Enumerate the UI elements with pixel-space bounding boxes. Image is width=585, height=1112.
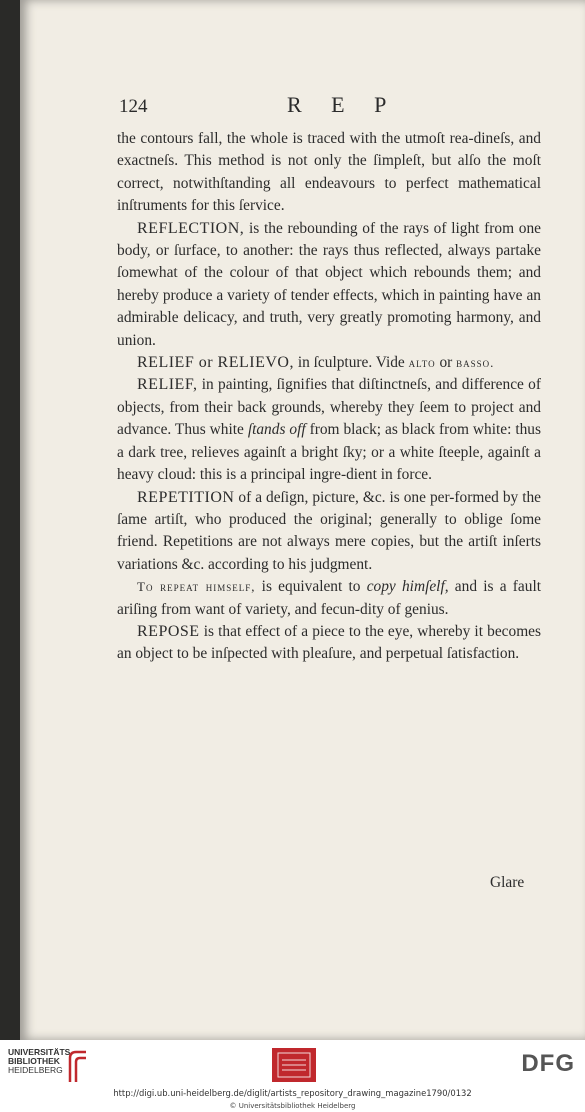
entry-repose: [117, 621, 541, 666]
running-head: R E P: [287, 92, 399, 117]
entry-text: is equivalent to: [255, 578, 367, 596]
entry-smallcaps: To repeat himself,: [137, 579, 256, 595]
library-name-line: UNIVERSITÄTS-: [8, 1047, 74, 1057]
entry-relief-relievo: [117, 352, 541, 374]
page-number: 124: [119, 96, 148, 117]
entry-to-repeat: [117, 576, 541, 621]
page-url[interactable]: http://digi.ub.uni-heidelberg.de/diglit/artists_repository_drawing_magazine1790/0132: [113, 1088, 472, 1098]
page-text: [117, 128, 541, 666]
library-logo: [8, 1048, 98, 1088]
entry-text: is the rebounding of the rays of light from one body, or ſurface, to another: the rays thus reflected, always partake ſomewhat of the colour of that object which rebounds them; and hereby produce a variety of tender effects, which in painting have an admirable delicacy, and truth, very greatly promoting harmony, and union.: [117, 219, 541, 349]
entry-reflection: [117, 218, 541, 352]
entry-text: in ſculpture. Vide: [293, 354, 409, 372]
copyright-notice: © Universitätsbibliothek Heidelberg: [229, 1102, 356, 1110]
entry-term: REPOSE: [137, 622, 200, 640]
entry-smallcaps: alto: [408, 355, 436, 371]
paragraph-continuation: [117, 128, 541, 218]
library-name-line: BIBLIOTHEK: [8, 1056, 60, 1066]
entry-term: RELIEF,: [137, 376, 198, 394]
entry-text: in painting, ſignifies that diſtinctneſs, and difference of objects, from their back grounds, whereby they ſeem to project and advance. Thus white: [117, 376, 541, 439]
entry-relief: [117, 374, 541, 486]
entry-term: RELIEF or RELIEVO,: [137, 354, 294, 372]
library-name-line: HEIDELBERG: [8, 1065, 63, 1075]
entry-text: from black; as black from white: thus a dark tree, relieves againſt a bright ſky; or a white ſteeple, againſt a heavy cloud: this is a principal ingre-dient in force.: [117, 421, 541, 484]
entry-smallcaps: basso.: [456, 355, 495, 371]
paragraph-text: the contours fall, the whole is traced with the utmoſt rea-dineſs, and exactneſs. This method is not only the ſimpleſt, but alſo the moſt correct, notwithſtanding all endeavours to perfect mathematical inſtruments for this ſervice.: [117, 130, 541, 215]
entry-term: REFLECTION,: [137, 219, 245, 237]
entry-term: REPETITION: [137, 488, 235, 506]
viewer-footer: [0, 1040, 585, 1112]
entry-text: or: [435, 354, 457, 372]
entry-text: of a deſign, picture, &c. is one per-formed by the ſame artiſt, who produced the original; generally to oblige ſome friend. Repetitions are not always mere copies, but the artiſt inſerts variations &c. according to his judgment.: [117, 488, 541, 573]
dfg-logo: DFG: [521, 1050, 575, 1077]
entry-text: is that effect of a piece to the eye, whereby it becomes an object to be inſpected with pleaſure, and perpetual ſatisfaction.: [117, 622, 541, 663]
seal-icon: [272, 1048, 316, 1082]
entry-italic: copy himſelf,: [366, 578, 449, 596]
entry-italic: ſtands off: [247, 421, 306, 439]
entry-text: and is a fault ariſing from want of variety, and fecun-dity of genius.: [117, 578, 541, 618]
entry-repetition: [117, 487, 541, 577]
page-header: [117, 92, 537, 122]
catchword: Glare: [490, 874, 525, 891]
library-mark-icon: [66, 1048, 88, 1084]
